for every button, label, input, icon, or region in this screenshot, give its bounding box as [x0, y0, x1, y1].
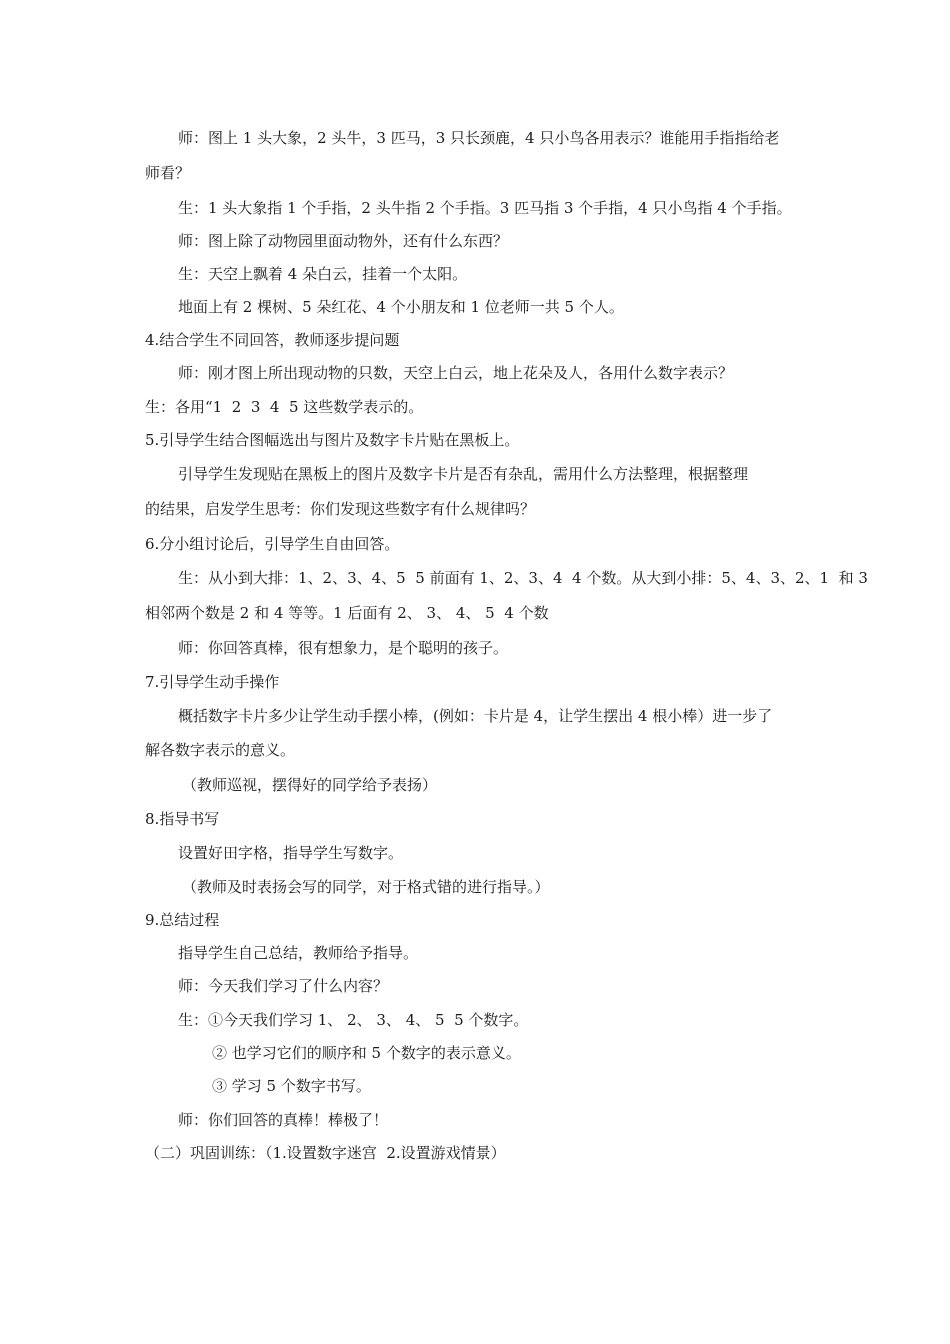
text-line: 的结果，启发学生思考：你们发现这些数字有什么规律吗？ [145, 500, 536, 518]
text-line: 生：从小到大排：1、2、3、4、5 5 前面有 1、2、3、4 4 个数。从大到小排：5、4、3、2、1 和 3 [178, 569, 868, 587]
text-line: （教师巡视，摆得好的同学给予表扬） [182, 776, 438, 794]
text-line: 生：天空上飘着 4 朵白云，挂着一个太阳。 [178, 265, 468, 283]
text-line: 师：你回答真棒，很有想象力，是个聪明的孩子。 [178, 639, 509, 657]
text-line: （教师及时表扬会写的同学，对于格式错的进行指导。） [182, 878, 550, 896]
text-line: 地面上有 2 棵树、5 朵红花、4 个小朋友和 1 位老师一共 5 个人。 [178, 298, 624, 316]
text-line: 相邻两个数是 2 和 4 等等。1 后面有 2、 3、 4、 5 4 个数 [145, 604, 549, 622]
section-heading: 9.总结过程 [145, 911, 220, 929]
text-line: 师：你们回答的真棒！棒极了！ [178, 1111, 389, 1129]
text-line: 师：图上除了动物园里面动物外，还有什么东西？ [178, 232, 509, 250]
text-line: 生：各用“1 2 3 4 5 这些数学表示的。 [145, 398, 424, 416]
text-line: 师看？ [145, 164, 191, 182]
text-line: 引导学生发现贴在黑板上的图片及数字卡片是否有杂乱，需用什么方法整理，根据整理 [178, 465, 749, 483]
text-line: 指导学生自己总结，教师给予指导。 [178, 944, 419, 962]
section-heading: （二）巩固训练：（1.设置数字迷宫 2.设置游戏情景） [145, 1144, 506, 1162]
section-heading: 4.结合学生不同回答，教师逐步提问题 [145, 331, 400, 349]
text-line: 概括数字卡片多少让学生动手摆小棒，(例如：卡片是 4，让学生摆出 4 根小棒）进一步了 [178, 707, 773, 725]
section-heading: 7.引导学生动手操作 [145, 673, 280, 691]
text-line: 生：1 头大象指 1 个手指，2 头牛指 2 个手指。3 匹马指 3 个手指，4 只小鸟指 4 个手指。 [178, 199, 792, 217]
text-line: ③ 学习 5 个数字书写。 [212, 1077, 371, 1095]
text-line: ② 也学习它们的顺序和 5 个数字的表示意义。 [212, 1044, 521, 1062]
text-line: 师：刚才图上所出现动物的只数，天空上白云，地上花朵及人，各用什么数字表示？ [178, 364, 734, 382]
text-line: 设置好田字格，指导学生写数字。 [178, 844, 404, 862]
text-line: 师：图上 1 头大象，2 头牛，3 匹马，3 只长颈鹿，4 只小鸟各用表示？谁能用手指指给老 [178, 129, 780, 147]
text-line: 生：①今天我们学习 1、 2、 3、 4、 5 5 个数字。 [178, 1011, 529, 1029]
text-line: 师：今天我们学习了什么内容？ [178, 977, 389, 995]
section-heading: 8.指导书写 [145, 810, 220, 828]
section-heading: 6.分小组讨论后，引导学生自由回答。 [145, 535, 400, 553]
section-heading: 5.引导学生结合图幅选出与图片及数字卡片贴在黑板上。 [145, 431, 520, 449]
text-line: 解各数字表示的意义。 [145, 741, 296, 759]
